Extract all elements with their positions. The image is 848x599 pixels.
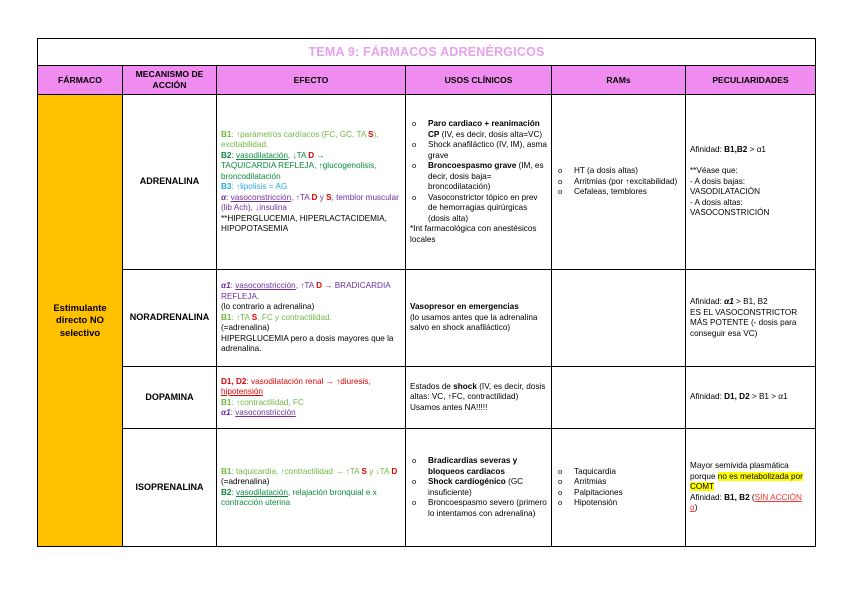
table-row <box>38 429 816 547</box>
table-row <box>38 270 816 367</box>
list-item: o Broncoespasmo grave (IM, es decir, dosis baja= broncodilatación) <box>428 161 547 193</box>
header-efecto: EFECTO <box>217 66 406 95</box>
adrenergic-drugs-table <box>37 38 816 547</box>
table-row <box>38 95 816 270</box>
table-row <box>38 367 816 429</box>
drug-category-cell: Estimulante directo NO selectivo <box>38 95 123 547</box>
usos-adrenalina: o Paro cardiaco + reanimación CP (IV, es decir, dosis alta=VC) o Shock anafiláctico (IV, IM), asma grave o Broncoespasmo grave (IM, es decir, dosis baja= broncodilatación) o Vasoconstrictor tópico en prev de hemorragias quirúrgicas (dosis alta) *Int farmacológica con anestésicos locales <box>406 95 552 270</box>
drug-name-adrenalina: ADRENALINA <box>123 95 217 270</box>
usos-isoprenalina <box>406 429 552 547</box>
list-item: o Vasoconstrictor tópico en prev de hemorragias quirúrgicas (dosis alta) <box>428 193 547 225</box>
pec-noradrenalina: Afinidad: α1 > B1, B2 ES EL VASOCONSTRICTOR MÁS POTENTE (- dosis para conseguir esa VC) <box>686 270 816 367</box>
list-item: o Arritmias <box>574 477 681 488</box>
header-farmaco: FÁRMACO <box>38 66 123 95</box>
drug-name-noradrenalina: NORADRENALINA <box>123 270 217 367</box>
pec-isoprenalina: Mayor semivida plasmática porque no es metabolizada por COMT Afinidad: B1, B2 (SIN ACCIÓN α) <box>686 429 816 547</box>
efecto-isoprenalina: B1: taquicardia, ↑contractilidad → ↑TA S y ↓TA D (=adrenalina) B2: vasodilatación, relajación bronquial e x contracción uterina <box>217 429 406 547</box>
header-usos: USOS CLÍNICOS <box>406 66 552 95</box>
list-item: o Taquicardia <box>574 467 681 478</box>
rams-isoprenalina <box>552 429 686 547</box>
list-item: o Shock anafiláctico (IV, IM), asma grave <box>428 140 547 161</box>
drug-name-dopamina: DOPAMINA <box>123 367 217 429</box>
list-item: o Hipotensión <box>574 498 681 509</box>
usos-noradrenalina: Vasopresor en emergencias (lo usamos antes que la adrenalina salvo en shock anafiláctico) <box>406 270 552 367</box>
efecto-adrenalina: B1: ↑parámetros cardíacos (FC, GC, TA S), excitabilidad. B2: vasodilatación, ↓TA D → TAQUICARDIA REFLEJA, ↑glucogenolisis, broncodilatación B3: ↑lipolisis = AG α: vasoconstricción, ↑TA D y S, temblor muscular (lib Ach), ↓insulina **HIPERGLUCEMIA, HIPERLACTACIDEMIA, HIPOPOTASEMIA <box>217 95 406 270</box>
table-title: TEMA 9: FÁRMACOS ADRENÉRGICOS <box>38 39 816 66</box>
list-item: o Shock cardiogénico (GC insuficiente) <box>428 477 547 498</box>
list-item: o HT (a dosis altas) <box>574 166 681 177</box>
rams-adrenalina <box>552 95 686 270</box>
rams-noradrenalina <box>552 270 686 367</box>
usos-dopamina: Estados de shock (IV, es decir, dosis altas: VC, ↑FC, contractilidad) Usamos antes NA!!!!! <box>406 367 552 429</box>
list-item: o Broncoespasmo severo (primero lo intentamos con adrenalina) <box>428 498 547 519</box>
header-rams: RAMs <box>552 66 686 95</box>
efecto-noradrenalina: α1: vasoconstricción, ↑TA D → BRADICARDIA REFLEJA. (lo contrario a adrenalina) B1: ↑TA S, FC y contractilidad. (=adrenalina) HIPERGLUCEMIA pero a dosis mayores que la adrenalina. <box>217 270 406 367</box>
pec-dopamina: Afinidad: D1, D2 > B1 > α1 <box>686 367 816 429</box>
list-item: o Cefaleas, temblores <box>574 187 681 198</box>
highlighted-text: no es metabolizada por COMT <box>690 471 803 492</box>
pharmacology-table-sheet <box>37 38 815 547</box>
list-item: o Arritmias (por ↑excitabilidad) <box>574 177 681 188</box>
efecto-dopamina: D1, D2: vasodilatación renal → ↑diuresis, hipotensión B1: ↑contractilidad, FC α1: vasoconstricción <box>217 367 406 429</box>
list-item: o Paro cardiaco + reanimación CP (IV, es decir, dosis alta=VC) <box>428 119 547 140</box>
pec-adrenalina: Afinidad: B1,B2 > α1 **Véase que: - A dosis bajas: VASODILATACIÓN - A dosis altas: VASOCONSTRICIÓN <box>686 95 816 270</box>
header-mecanismo: MECANISMO DE ACCIÓN <box>123 66 217 95</box>
rams-dopamina <box>552 367 686 429</box>
drug-name-isoprenalina: ISOPRENALINA <box>123 429 217 547</box>
list-item: o Palpitaciones <box>574 488 681 499</box>
header-peculiaridades: PECULIARIDADES <box>686 66 816 95</box>
list-item: o Bradicardias severas y bloqueos cardíacos <box>428 456 547 477</box>
